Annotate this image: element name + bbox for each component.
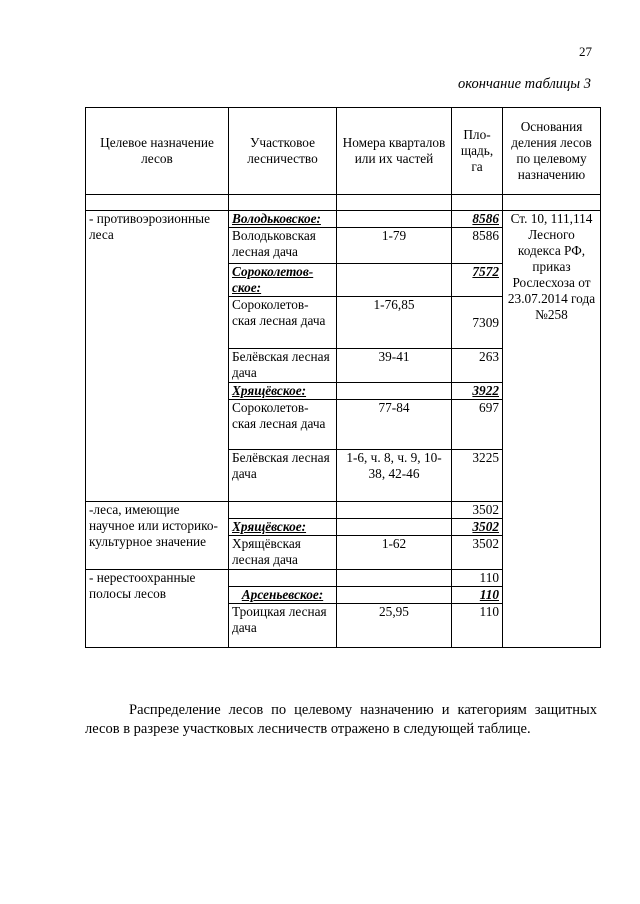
- area-cell: 263: [452, 349, 503, 383]
- header-row: [86, 108, 601, 195]
- forestry-cell: Сороколетов- ская лесная дача: [229, 297, 337, 349]
- header-quarters: Номера кварталов или их частей: [337, 108, 452, 195]
- purpose-cell: - противоэрозионные леса: [86, 211, 229, 502]
- area-cell: 110: [452, 570, 503, 587]
- area-cell: 3922: [452, 383, 503, 400]
- header-purpose: Целевое назначение лесов: [86, 108, 229, 195]
- forest-purpose-table: [85, 107, 601, 648]
- forestry-cell: Белёвская лесная дача: [229, 450, 337, 502]
- forestry-cell: [229, 502, 337, 519]
- purpose-cell: -леса, имеющие научное или историко- культурное значение: [86, 502, 229, 570]
- table-row: [86, 211, 601, 228]
- basis-cell: Ст. 10, 111,114 Лесного кодекса РФ, приказ Рослесхоза от 23.07.2014 года №258: [503, 211, 601, 648]
- area-cell: 7572: [452, 264, 503, 297]
- quarters-cell: [337, 264, 452, 297]
- table-caption: окончание таблицы 3: [458, 76, 591, 92]
- area-cell: 3225: [452, 450, 503, 502]
- page-number: 27: [579, 44, 592, 59]
- area-cell: 3502: [452, 519, 503, 536]
- forestry-cell: Троицкая лесная дача: [229, 604, 337, 648]
- header-forestry: Участковое лесничество: [229, 108, 337, 195]
- header-basis: Основания деления лесов по целевому назначению: [503, 108, 601, 195]
- quarters-cell: [337, 570, 452, 587]
- quarters-cell: 1-62: [337, 536, 452, 570]
- purpose-cell: - нерестоохранные полосы лесов: [86, 570, 229, 648]
- area-cell: 697: [452, 400, 503, 450]
- forestry-cell: Хрящёвское:: [229, 383, 337, 400]
- forestry-cell: Сороколетов- ское:: [229, 264, 337, 297]
- forestry-cell: [229, 570, 337, 587]
- area-cell: 3502: [452, 536, 503, 570]
- area-cell: 8586: [452, 228, 503, 264]
- area-cell: 7309: [452, 297, 503, 349]
- forestry-cell: Володьковское:: [229, 211, 337, 228]
- forestry-cell: Хрящёвская лесная дача: [229, 536, 337, 570]
- area-cell: 110: [452, 587, 503, 604]
- quarters-cell: 25,95: [337, 604, 452, 648]
- forestry-cell: Володьковская лесная дача: [229, 228, 337, 264]
- body-paragraph: Распределение лесов по целевому назначению и категориям защитных лесов в разрезе участковых лесничеств отражено в следующей таблице.: [85, 701, 597, 737]
- spacer-row: [86, 195, 601, 211]
- forestry-cell: Белёвская лесная дача: [229, 349, 337, 383]
- forestry-cell: Сороколетов- ская лесная дача: [229, 400, 337, 450]
- quarters-cell: 1-76,85: [337, 297, 452, 349]
- forestry-cell: Хрящёвское:: [229, 519, 337, 536]
- forestry-cell: Арсеньевское:: [229, 587, 337, 604]
- area-cell: 110: [452, 604, 503, 648]
- quarters-cell: 39-41: [337, 349, 452, 383]
- quarters-cell: 77-84: [337, 400, 452, 450]
- quarters-cell: [337, 519, 452, 536]
- area-cell: 8586: [452, 211, 503, 228]
- quarters-cell: [337, 383, 452, 400]
- quarters-cell: [337, 211, 452, 228]
- area-cell: 3502: [452, 502, 503, 519]
- quarters-cell: 1-79: [337, 228, 452, 264]
- header-area: Пло- щадь, га: [452, 108, 503, 195]
- quarters-cell: 1-6, ч. 8, ч. 9, 10-38, 42-46: [337, 450, 452, 502]
- quarters-cell: [337, 502, 452, 519]
- quarters-cell: [337, 587, 452, 604]
